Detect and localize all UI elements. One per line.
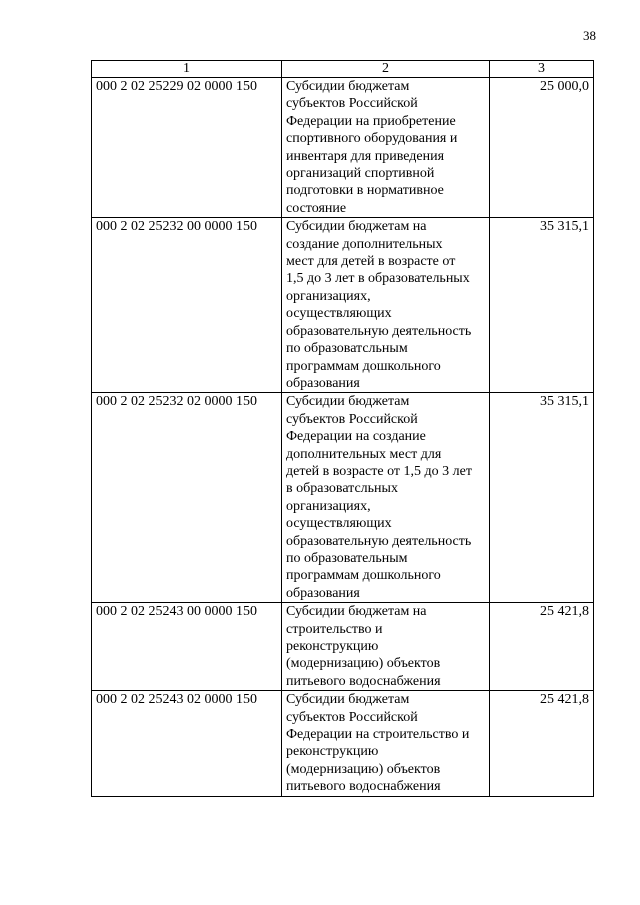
table-row [92,393,594,603]
description-line: организаций спортивной [286,166,435,182]
description-cell [282,603,490,691]
description-line: реконструкцию [286,639,379,654]
amount-cell: 25 421,8 [490,603,594,691]
description-line: подготовки в нормативное [286,183,444,199]
description-line: Федерации на приобретение [286,113,456,129]
description-line: питьевого водоснабжения [286,673,441,689]
description-line: по образоватсльным [286,341,408,357]
description-line: Федерации на создание [286,429,426,445]
description-cell [282,218,490,393]
table-body [92,78,594,797]
table-row [92,78,594,218]
table-row [92,218,594,393]
table-row [92,691,594,796]
description-line: Субсидии бюджетам [286,692,410,708]
amount-cell: 25 000,0 [490,78,594,218]
description-line: инвентаря для приведения [286,148,445,164]
budget-code-cell: 000 2 02 25229 02 0000 150 [92,78,282,218]
column-header-2: 2 [282,61,490,78]
description-line: Субсидии бюджетам [286,394,410,410]
description-line: мест для детей в возрасте от [286,254,456,270]
description-line: организациях, [286,288,371,304]
description-line: дополнительных мест для [286,446,442,462]
description-line: (модернизацию) объектов [286,761,441,777]
budget-table [91,60,594,797]
description-line: образовательную деятельность [286,533,472,549]
description-line: питьевого водоснабжения [286,779,441,795]
description-line: субъектов Российской [286,709,418,725]
description-line: 1,5 до 3 лет в образовательных [286,271,470,287]
description-line: образования [286,375,360,391]
budget-code-cell: 000 2 02 25243 00 0000 150 [92,603,282,691]
description-line: реконструкцию [286,744,379,760]
description-line: осуществляющих [286,306,392,322]
description-line: детей в возрасте от 1,5 до 3 лет [286,463,472,479]
budget-code-cell: 000 2 02 25243 02 0000 150 [92,691,282,796]
description-line: (модернизацию) объектов [286,656,441,672]
description-cell [282,78,490,218]
table-header-row [92,61,594,78]
column-header-1: 1 [92,61,282,78]
description-line: создание дополнительных [286,236,443,252]
description-line: осуществляющих [286,516,392,532]
amount-cell: 35 315,1 [490,218,594,393]
amount-cell: 35 315,1 [490,393,594,603]
description-line: субъектов Российской [286,411,418,427]
description-line: по образовательным [286,550,408,566]
description-line: в образоватсльных [286,481,398,497]
description-line: состояние [286,200,347,216]
description-line: строительство и [286,621,383,637]
page-number: 38 [583,28,596,43]
budget-code-cell: 000 2 02 25232 00 0000 150 [92,218,282,393]
description-line: Субсидии бюджетам [286,79,410,94]
description-line: Федерации на строительство и [286,727,470,743]
description-line: образования [286,585,360,601]
description-cell [282,691,490,796]
description-line: субъектов Российской [286,96,418,112]
column-header-3: 3 [490,61,594,78]
description-line: организациях, [286,498,371,514]
description-line: программам дошкольного [286,568,441,584]
table-row [92,603,594,691]
description-line: Субсидии бюджетам на [286,219,427,235]
amount-cell: 25 421,8 [490,691,594,796]
description-line: образовательную деятельность [286,323,472,339]
budget-code-cell: 000 2 02 25232 02 0000 150 [92,393,282,603]
description-line: спортивного оборудования и [286,131,458,147]
description-cell [282,393,490,603]
description-line: Субсидии бюджетам на [286,604,427,620]
description-line: программам дошкольного [286,358,441,374]
